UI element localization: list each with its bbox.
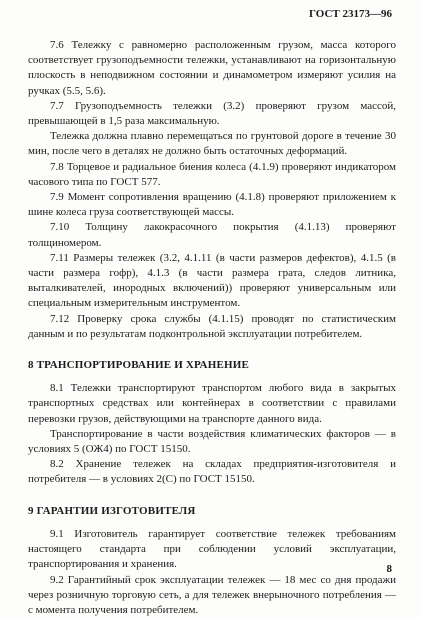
- paragraph-9-1: 9.1 Изготовитель гарантирует соответствие тележек требованиям настоящего стандарта при соблюдении условий эксплуатации, транспортирования и хранения.: [28, 527, 396, 573]
- page-number: 8: [387, 563, 393, 575]
- paragraph-7-6: 7.6 Тележку с равномерно расположенным грузом, масса которого соответствует грузоподъемности тележки, устанавливают на горизонтальную плоскость в неподвижном состоянии и динамометром измеряют усилия на ручках (5.5, 5.6).: [28, 38, 396, 99]
- paragraph-8-1-cont: Транспортирование в части воздействия климатических факторов — в условиях 5 (ОЖ4) по ГОСТ 15150.: [28, 427, 396, 457]
- paragraph-7-7-cont: Тележка должна плавно перемещаться по грунтовой дороге в течение 30 мин, после чего в деталях не должно быть остаточных деформаций.: [28, 129, 396, 159]
- paragraph-8-2: 8.2 Хранение тележек на складах предприятия-изготовителя и потребителя — в условиях 2(С) по ГОСТ 15150.: [28, 457, 396, 487]
- section-8-heading: 8 ТРАНСПОРТИРОВАНИЕ И ХРАНЕНИЕ: [28, 358, 396, 373]
- paragraph-7-11: 7.11 Размеры тележек (3.2, 4.1.11 (в части размеров дефектов), 4.1.5 (в части размера гофр), 4.1.3 (в части размера грата, следов литника, выталкивателей, инородных включений)) проверяют универсальным или специальным измерительным инструментом.: [28, 251, 396, 312]
- paragraph-9-2: 9.2 Гарантийный срок эксплуатации тележек — 18 мес со дня продажи через розничную торговую сеть, а для тележек внерыночного потребления — с момента получения потребителем.: [28, 573, 396, 618]
- section-9-heading: 9 ГАРАНТИИ ИЗГОТОВИТЕЛЯ: [28, 504, 396, 519]
- paragraph-7-12: 7.12 Проверку срока службы (4.1.15) проводят по статистическим данным и по результатам подконтрольной эксплуатации потребителем.: [28, 312, 396, 342]
- paragraph-7-7: 7.7 Грузоподъемность тележки (3.2) проверяют грузом массой, превышающей в 1,5 раза максимальную.: [28, 99, 396, 129]
- document-header: ГОСТ 23173—96: [309, 8, 392, 20]
- paragraph-7-8: 7.8 Торцевое и радиальное биения колеса (4.1.9) проверяют индикатором часового типа по ГОСТ 577.: [28, 160, 396, 190]
- page-body: [28, 38, 396, 618]
- paragraph-8-1: 8.1 Тележки транспортируют транспортом любого вида в закрытых транспортных средствах или контейнерах в соответствии с правилами перевозки грузов, действующими на транспорте данного вида.: [28, 381, 396, 427]
- paragraph-7-9: 7.9 Момент сопротивления вращению (4.1.8) проверяют приложением к шине колеса груза соответствующей массы.: [28, 190, 396, 220]
- paragraph-7-10: 7.10 Толщину лакокрасочного покрытия (4.1.13) проверяют толщиномером.: [28, 220, 396, 250]
